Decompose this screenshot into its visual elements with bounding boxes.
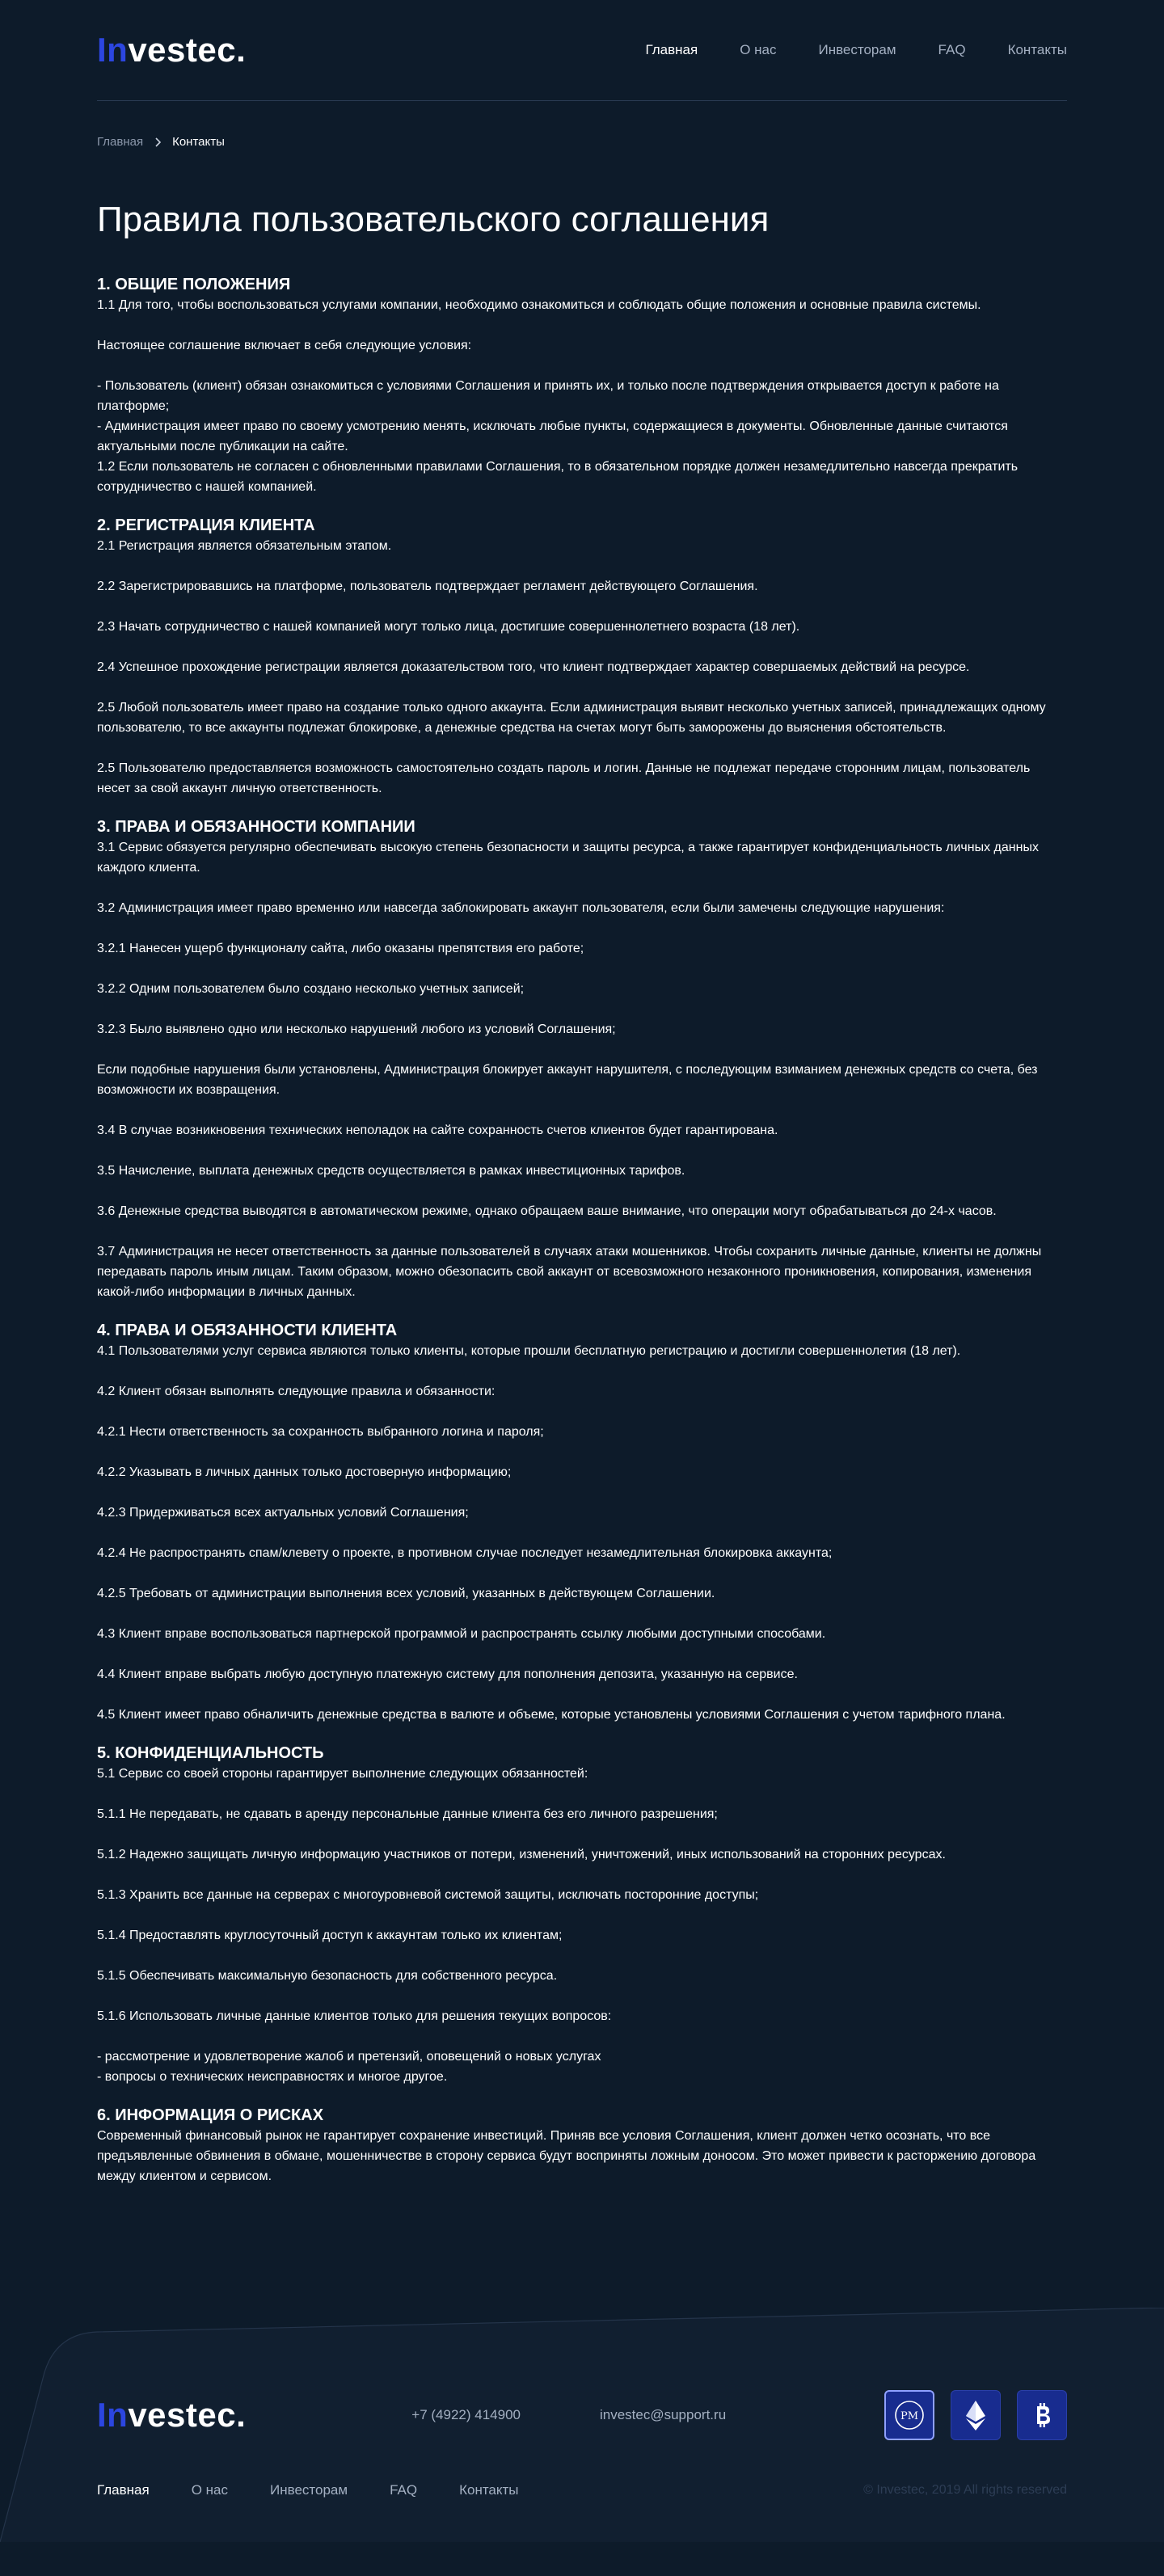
section-title: 3. ПРАВА И ОБЯЗАННОСТИ КОМПАНИИ xyxy=(97,817,415,836)
section-paragraph: 3.2.3 Было выявлено одно или несколько нарушений любого из условий Соглашения; xyxy=(97,1022,616,1036)
section-paragraph: 5.1.5 Обеспечивать максимальную безопасность для собственного ресурса. xyxy=(97,1968,558,1983)
section-paragraph: 3.5 Начисление, выплата денежных средств осуществляется в рамках инвестиционных тарифов. xyxy=(97,1163,685,1178)
section-paragraph: - Администрация имеет право по своему усмотрению менять, исключать любые пункты, содержащиеся в документы. Обновленные данные считаются актуальными после публикации на сайте. xyxy=(97,419,1008,453)
perfect-money-icon xyxy=(893,2399,926,2431)
footer-nav-about[interactable]: О нас xyxy=(191,2481,229,2498)
footer-logo-text: vestec. xyxy=(128,2395,247,2434)
nav-contacts[interactable]: Контакты xyxy=(1007,42,1067,57)
section-title: 2. РЕГИСТРАЦИЯ КЛИЕНТА xyxy=(97,516,315,534)
section-title: 1. ОБЩИЕ ПОЛОЖЕНИЯ xyxy=(97,275,291,293)
section-paragraph: 2.5 Пользователю предоставляется возможность самостоятельно создать пароль и логин. Данные не подлежат передаче сторонним лицам, пользователь несет за свой аккаунт личную ответственность. xyxy=(97,761,1031,795)
section-paragraph: 4.2.5 Требовать от администрации выполнения всех условий, указанных в действующем Соглашении. xyxy=(97,1586,715,1600)
section-paragraph: 4.2 Клиент обязан выполнять следующие правила и обязанности: xyxy=(97,1384,496,1398)
footer-nav-investors[interactable]: Инвесторам xyxy=(270,2481,348,2498)
section-paragraph: 4.5 Клиент имеет право обналичить денежные средства в валюте и объеме, которые установлены условиями Соглашения с учетом тарифного плана. xyxy=(97,1707,1006,1722)
section-paragraph: 4.4 Клиент вправе выбрать любую доступную платежную систему для пополнения депозита, указанную на сервисе. xyxy=(97,1667,798,1681)
footer-logo[interactable] xyxy=(97,2396,246,2435)
payment-methods xyxy=(884,2390,1067,2440)
section-paragraph: 2.2 Зарегистрировавшись на платформе, пользователь подтверждает регламент действующего Соглашения. xyxy=(97,579,758,593)
section-paragraph: 4.1 Пользователями услуг сервиса являются только клиенты, которые прошли бесплатную регистрацию и достигли совершеннолетия (18 лет). xyxy=(97,1343,961,1358)
footer-phone[interactable]: +7 (4922) 414900 xyxy=(411,2406,521,2422)
section-paragraph: 2.5 Любой пользователь имеет право на создание только одного аккаунта. Если администрация выявит несколько учетных записей, принадлежащих одному пользователю, то все аккаунты подлежат блокировке, а денежные средства на счетах могут быть заморожены до выяснения обстоятельств. xyxy=(97,700,1046,735)
section-paragraph: 5.1.6 Использовать личные данные клиентов только для решения текущих вопросов: xyxy=(97,2009,612,2023)
section-paragraph: 5.1.2 Надежно защищать личную информацию участников от потери, изменений, уничтожений, иных использований на сторонних ресурсах. xyxy=(97,1847,946,1861)
section-paragraph: 2.4 Успешное прохождение регистрации является доказательством того, что клиент подтверждает характер совершаемых действий на ресурсе. xyxy=(97,660,970,674)
section-paragraph: 4.2.3 Придерживаться всех актуальных условий Соглашения; xyxy=(97,1505,469,1520)
agreement-section xyxy=(97,1320,1067,1725)
logo[interactable] xyxy=(97,31,246,70)
section-paragraph: 4.2.1 Нести ответственность за сохранность выбранного логина и пароля; xyxy=(97,1424,544,1439)
section-paragraph: 3.2 Администрация имеет право временно или навсегда заблокировать аккаунт пользователя, если были замечены следующие нарушения: xyxy=(97,900,945,915)
perfect-money-button[interactable] xyxy=(884,2390,934,2440)
section-paragraph: 4.2.4 Не распространять спам/клевету о проекте, в противном случае последует незамедлительная блокировка аккаунта; xyxy=(97,1545,833,1560)
section-paragraph: 1.2 Если пользователь не согласен с обновленными правилами Соглашения, то в обязательном порядке должен незамедлительно навсегда прекратить сотрудничество с нашей компанией. xyxy=(97,459,1018,494)
footer-nav-contacts[interactable]: Контакты xyxy=(459,2481,519,2498)
footer-email[interactable]: investec@support.ru xyxy=(599,2406,727,2422)
main-nav xyxy=(645,42,1067,58)
section-paragraph: 5.1.1 Не передавать, не сдавать в аренду персональные данные клиента без его личного разрешения; xyxy=(97,1807,718,1821)
section-paragraph: 3.7 Администрация не несет ответственность за данные пользователей в случаях атаки мошенников. Чтобы сохранить личные данные, клиенты не должны передавать пароль иным лицам. Таким образом, можно обезопасить свой аккаунт от всевозможного незаконного проникновения, копирования, изменения какой-либо информации в личных данных. xyxy=(97,1244,1042,1299)
breadcrumb xyxy=(97,135,1067,149)
footer-nav-faq[interactable]: FAQ xyxy=(390,2481,418,2498)
section-paragraph: - вопросы о технических неисправностях и многое другое. xyxy=(97,2069,448,2084)
section-paragraph: 5.1.3 Хранить все данные на серверах с многоуровневой системой защиты, исключать посторонние доступы; xyxy=(97,1887,759,1902)
section-paragraph: 5.1 Сервис со своей стороны гарантирует выполнение следующих обязанностей: xyxy=(97,1766,588,1781)
section-paragraph: 3.2.1 Нанесен ущерб функционалу сайта, либо оказаны препятствия его работе; xyxy=(97,941,584,955)
nav-faq[interactable]: FAQ xyxy=(938,42,966,57)
section-paragraph: 3.1 Сервис обязуется регулярно обеспечивать высокую степень безопасности и защиты ресурса, а также гарантирует конфиденциальность личных данных каждого клиента. xyxy=(97,840,1039,875)
nav-home[interactable]: Главная xyxy=(645,42,698,57)
section-title: 6. ИНФОРМАЦИЯ О РИСКАХ xyxy=(97,2106,324,2124)
section-paragraph: - Пользователь (клиент) обязан ознакомиться с условиями Соглашения и принять их, и только после подтверждения открывается доступ к работе на платформе; xyxy=(97,378,999,413)
section-paragraph: Если подобные нарушения были установлены, Администрация блокирует аккаунт нарушителя, с последующим взиманием денежных средств со счета, без возможности их возвращения. xyxy=(97,1062,1038,1097)
section-paragraph: 5.1.4 Предоставлять круглосуточный доступ к аккаунтам только их клиентам; xyxy=(97,1928,563,1942)
section-paragraph: 2.3 Начать сотрудничество с нашей компанией могут только лица, достигшие совершеннолетнего возраста (18 лет). xyxy=(97,619,800,634)
footer-nav xyxy=(97,2482,519,2498)
section-paragraph: 4.2.2 Указывать в личных данных только достоверную информацию; xyxy=(97,1465,512,1479)
copyright: © Investec, 2019 All rights reserved xyxy=(863,2482,1067,2497)
breadcrumb-current: Контакты xyxy=(172,135,225,149)
ethereum-icon xyxy=(964,2399,988,2431)
logo-text: vestec. xyxy=(128,31,247,69)
section-paragraph: 3.2.2 Одним пользователем было создано несколько учетных записей; xyxy=(97,981,525,996)
chevron-right-icon xyxy=(153,137,162,147)
section-paragraph: 2.1 Регистрация является обязательным этапом. xyxy=(97,538,392,553)
agreement-section xyxy=(97,274,1067,497)
section-paragraph: - рассмотрение и удовлетворение жалоб и претензий, оповещений о новых услугах xyxy=(97,2049,601,2064)
agreement-section xyxy=(97,515,1067,799)
agreement-section xyxy=(97,1743,1067,2087)
section-title: 4. ПРАВА И ОБЯЗАННОСТИ КЛИЕНТА xyxy=(97,1321,398,1339)
section-paragraph: 4.3 Клиент вправе воспользоваться партнерской программой и распространять ссылку любыми доступными способами. xyxy=(97,1626,826,1641)
ethereum-button[interactable] xyxy=(951,2390,1001,2440)
footer-nav-home[interactable]: Главная xyxy=(97,2481,150,2498)
bitcoin-button[interactable] xyxy=(1017,2390,1067,2440)
bitcoin-icon xyxy=(1030,2401,1054,2430)
section-paragraph: Современный финансовый рынок не гарантирует сохранение инвестиций. Приняв все условия Соглашения, клиент должен четко осознать, что все предъявленные обвинения в обмане, мошенничестве в сторону сервиса будут восприняты ложным доносом. Это может привести к расторжению договора между клиентом и сервисом. xyxy=(97,2128,1036,2183)
logo-accent: In xyxy=(97,31,129,69)
section-paragraph: 3.6 Денежные средства выводятся в автоматическом режиме, однако обращаем ваше внимание, что операции могут обрабатываться до 24-х часов. xyxy=(97,1204,997,1218)
nav-investors[interactable]: Инвесторам xyxy=(818,42,896,57)
section-title: 5. КОНФИДЕНЦИАЛЬНОСТЬ xyxy=(97,1743,324,1762)
breadcrumb-home[interactable]: Главная xyxy=(97,135,144,149)
section-paragraph: 3.4 В случае возникновения технических неполадок на сайте сохранность счетов клиентов будет гарантирована. xyxy=(97,1123,778,1137)
agreement-content xyxy=(97,274,1067,2186)
site-footer xyxy=(0,2308,1164,2542)
site-header xyxy=(97,0,1067,101)
page-title: Правила пользовательского соглашения xyxy=(97,200,770,239)
footer-logo-accent: In xyxy=(97,2395,129,2434)
section-paragraph: Настоящее соглашение включает в себя следующие условия: xyxy=(97,338,472,352)
agreement-section xyxy=(97,2105,1067,2186)
nav-about[interactable]: О нас xyxy=(740,42,777,57)
section-paragraph: 1.1 Для того, чтобы воспользоваться услугами компании, необходимо ознакомиться и соблюдать общие положения и основные правила системы. xyxy=(97,297,981,312)
pm-label: PM xyxy=(900,2409,919,2422)
agreement-section xyxy=(97,816,1067,1302)
